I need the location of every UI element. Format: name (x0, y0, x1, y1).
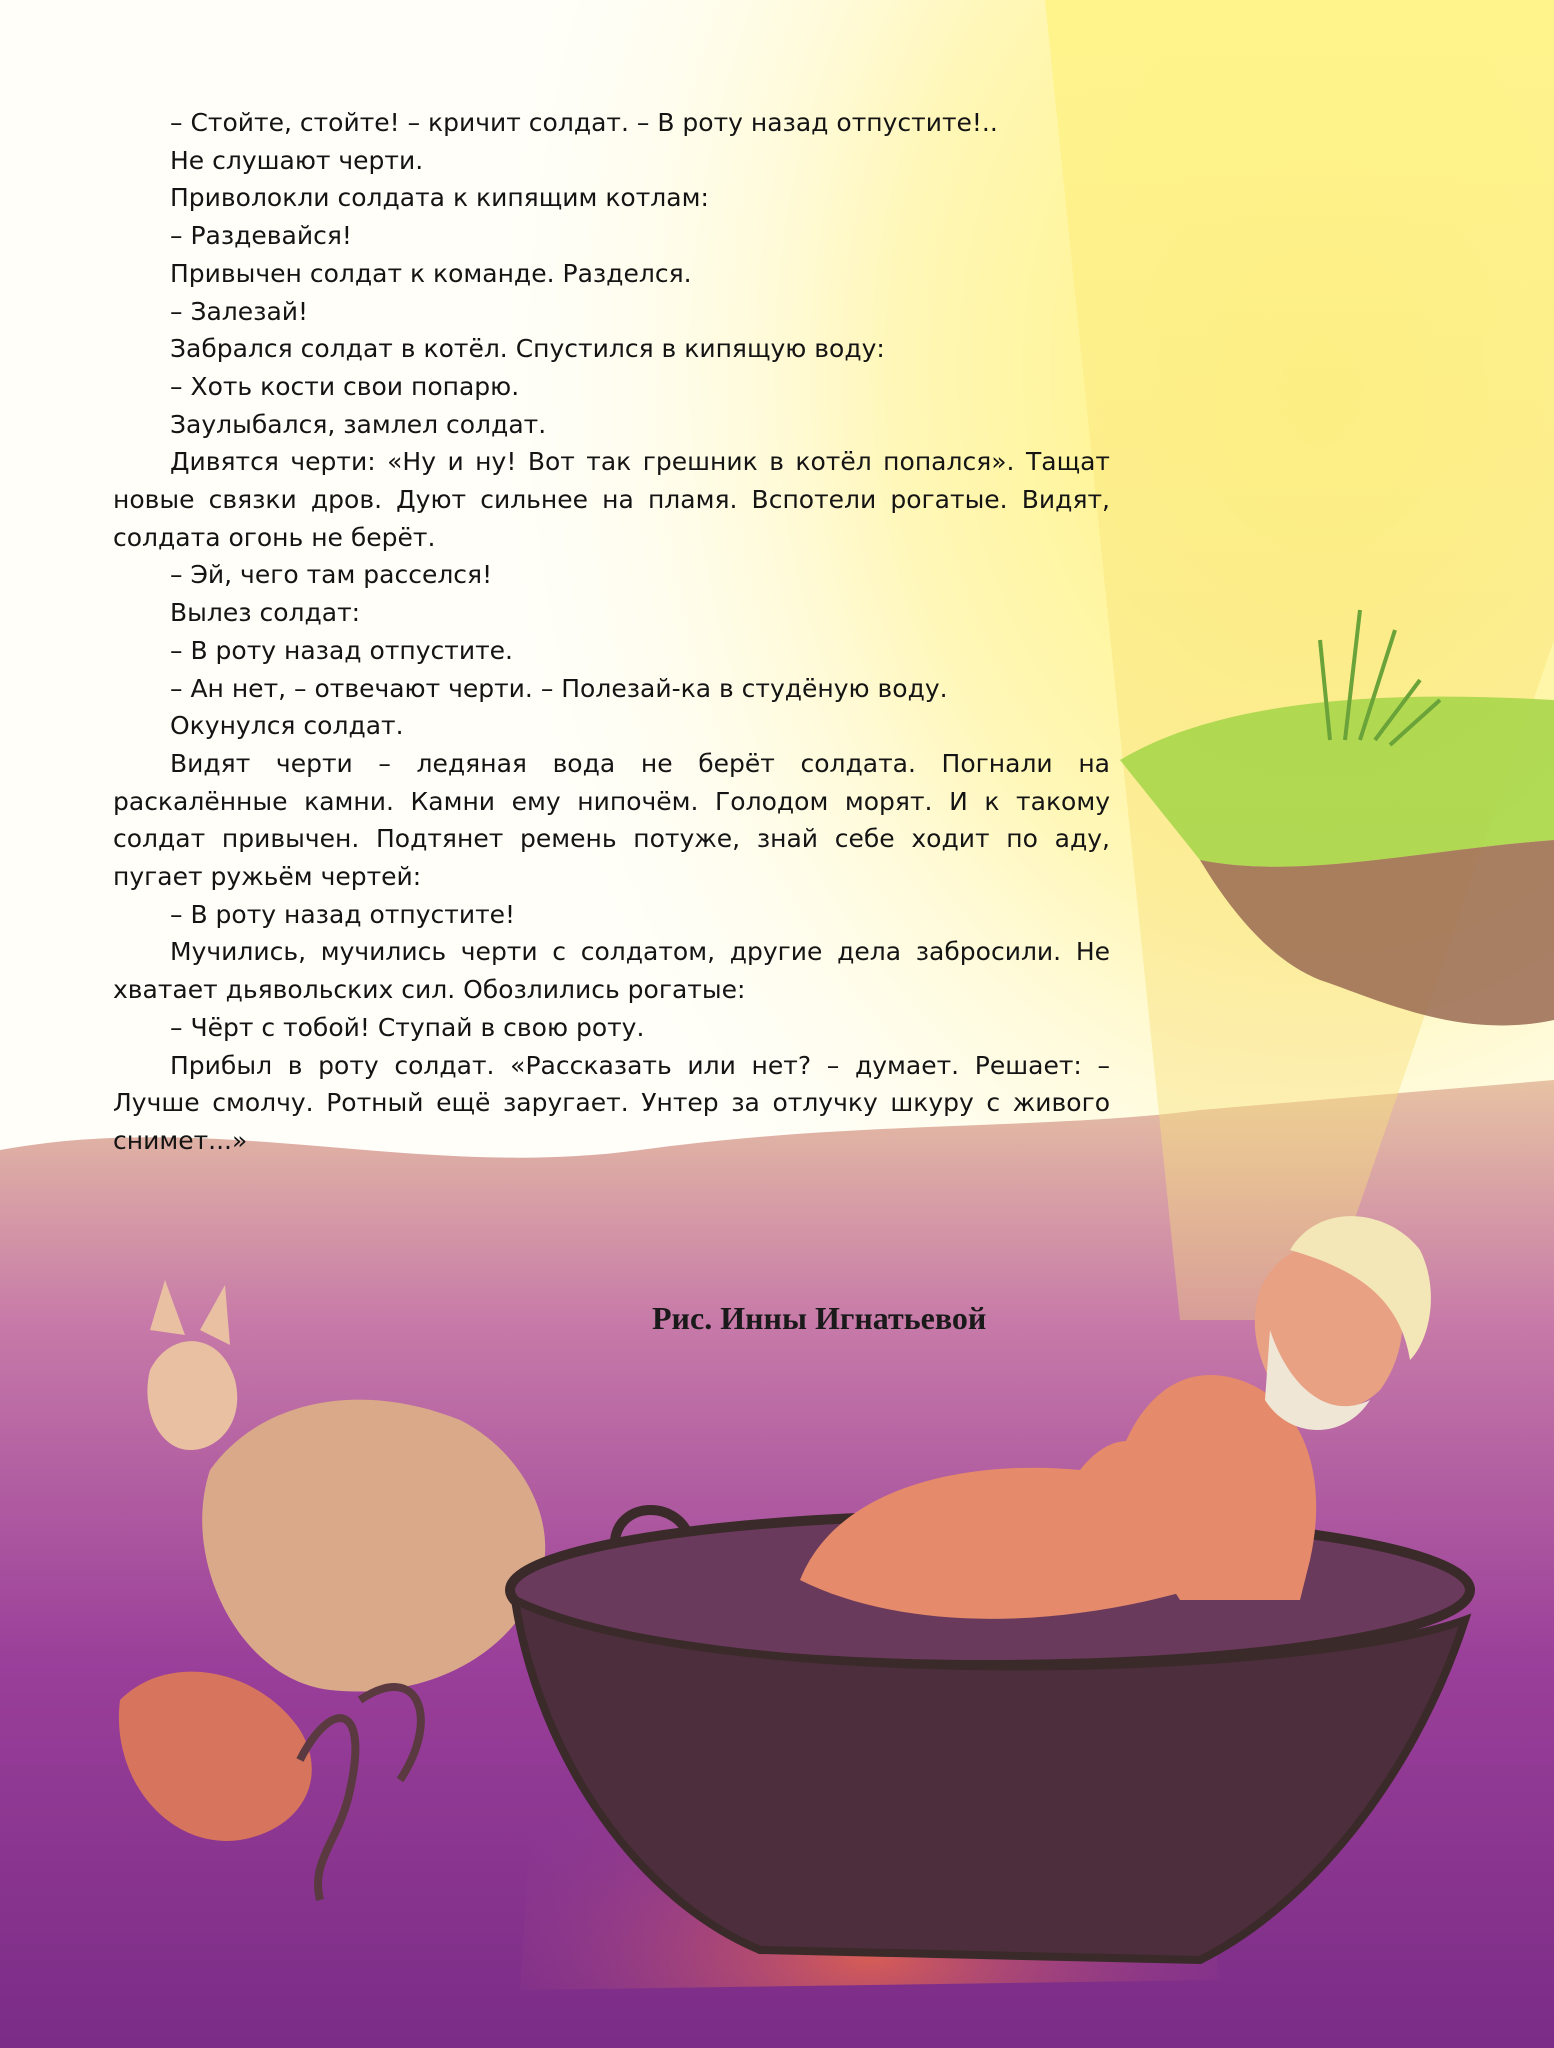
story-paragraph: Заулыбался, замлел солдат. (170, 409, 547, 439)
story-paragraph: – Чёрт с тобой! Ступай в свою роту. (170, 1012, 645, 1042)
story-paragraph: – Залезай! (170, 296, 309, 326)
story-paragraph: Прибыл в роту солдат. «Рассказать или нет? – думает. Решает: – Лучше смолчу. Ротный ещё заругает. Унтер за отлучку шкуру с живого снимет...» (113, 1050, 1110, 1155)
story-paragraph: – В роту назад отпустите. (170, 635, 513, 665)
story-paragraph: Дивятся черти: «Ну и ну! Вот так грешник в котёл попался». Тащат новые связки дров. Дуют сильнее на пламя. Вспотели рогатые. Видят, солдата огонь не берёт. (113, 447, 1110, 552)
story-text (113, 104, 1110, 1160)
illustration-caption: Рис. Инны Игнатьевой (652, 1300, 987, 1336)
story-paragraph: – В роту назад отпустите! (170, 899, 516, 929)
story-paragraph: – Эй, чего там расселся! (170, 560, 493, 590)
story-paragraph: – Стойте, стойте! – кричит солдат. – В роту назад отпустите!.. (170, 108, 998, 137)
story-paragraph: Не слушают черти. (170, 145, 424, 175)
story-paragraph: – Ан нет, – отвечают черти. – Полезай-ка в студёную воду. (170, 673, 948, 703)
story-paragraph: Привычен солдат к команде. Разделся. (170, 258, 692, 288)
story-paragraph: – Раздевайся! (170, 221, 352, 251)
story-paragraph: Приволокли солдата к кипящим котлам: (170, 183, 709, 213)
story-paragraph: Забрался солдат в котёл. Спустился в кипящую воду: (170, 334, 885, 364)
story-paragraph: – Хоть кости свои попарю. (170, 371, 520, 401)
story-paragraph: Мучились, мучились черти с солдатом, другие дела забросили. Не хватает дьявольских сил. Обозлились рогатые: (113, 937, 1110, 1005)
story-paragraph: Видят черти – ледяная вода не берёт солдата. Погнали на раскалённые камни. Камни ему нипочём. Голодом морят. И к такому солдат привычен. Подтянет ремень потуже, знай себе ходит по аду, пугает ружьём чертей: (113, 748, 1110, 892)
story-paragraph: Вылез солдат: (170, 598, 361, 628)
story-paragraph: Окунулся солдат. (170, 711, 404, 741)
